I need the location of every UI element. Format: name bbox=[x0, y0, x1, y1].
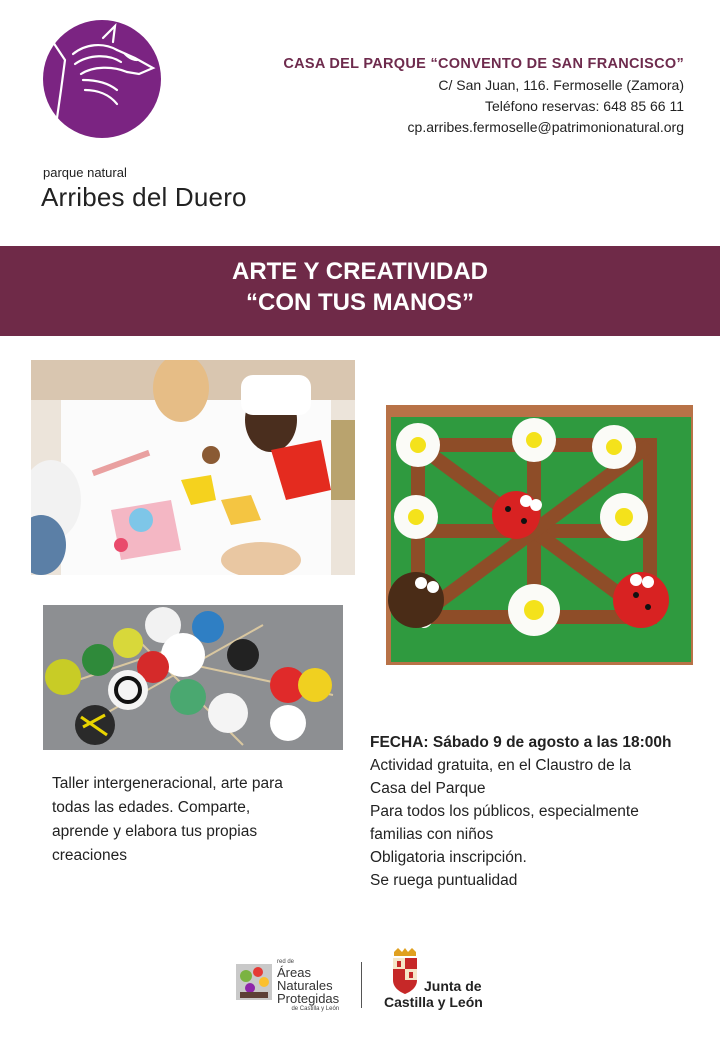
info-line: Obligatoria inscripción. bbox=[370, 849, 527, 866]
event-info bbox=[370, 731, 700, 892]
photo-ladybug-board bbox=[386, 405, 693, 665]
junta-text bbox=[384, 978, 483, 1010]
date-label: FECHA: bbox=[370, 734, 429, 751]
description-line: todas las edades. Comparte, bbox=[52, 799, 251, 816]
protected-areas-text bbox=[277, 958, 339, 1013]
protected-areas-logo-icon bbox=[236, 960, 272, 1004]
description-line: aprende y elabora tus propias bbox=[52, 823, 258, 840]
venue-email: cp.arribes.fermoselle@patrimonionatural.org bbox=[407, 119, 684, 135]
red-de-text: red de bbox=[277, 959, 295, 965]
description-line: creaciones bbox=[52, 847, 127, 864]
footer-divider bbox=[361, 962, 362, 1008]
workshop-description bbox=[52, 772, 332, 868]
contact-block bbox=[283, 54, 684, 138]
description-line: Taller intergeneracional, arte para bbox=[52, 775, 283, 792]
info-line: familias con niños bbox=[370, 826, 494, 843]
bird-logo-icon bbox=[43, 20, 161, 138]
junta-line-2: Castilla y León bbox=[384, 994, 483, 1010]
junta-line-1: Junta de bbox=[424, 978, 482, 994]
logo-subtitle: parque natural bbox=[43, 165, 127, 180]
venue-title: CASA DEL PARQUE “CONVENTO DE SAN FRANCISCO” bbox=[283, 56, 684, 72]
banner-line-1: ARTE Y CREATIVIDAD bbox=[231, 258, 489, 285]
castilla-leon-small-text: de Castilla y León bbox=[291, 1006, 340, 1012]
naturales-text: Naturales bbox=[277, 978, 333, 993]
photo-children-drawing bbox=[31, 360, 355, 575]
info-line: Casa del Parque bbox=[370, 780, 486, 797]
banner-line-2: “CON TUS MANOS” bbox=[246, 289, 474, 316]
logo-title: Arribes del Duero bbox=[41, 182, 247, 212]
info-line: Actividad gratuita, en el Claustro de la bbox=[370, 757, 632, 774]
protegidas-text: Protegidas bbox=[277, 991, 340, 1006]
park-logo-circle bbox=[43, 20, 161, 138]
info-line: Para todos los públicos, especialmente bbox=[370, 803, 639, 820]
photo-bottle-cap-tops bbox=[43, 605, 343, 750]
venue-address: C/ San Juan, 116. Fermoselle (Zamora) bbox=[438, 77, 684, 93]
date-value: Sábado 9 de agosto a las 18:00h bbox=[432, 734, 672, 751]
areas-text: Áreas bbox=[277, 965, 311, 980]
venue-phone: Teléfono reservas: 648 85 66 11 bbox=[485, 98, 684, 114]
title-banner bbox=[0, 246, 720, 336]
event-date bbox=[370, 731, 700, 754]
info-line: Se ruega puntualidad bbox=[370, 872, 518, 889]
